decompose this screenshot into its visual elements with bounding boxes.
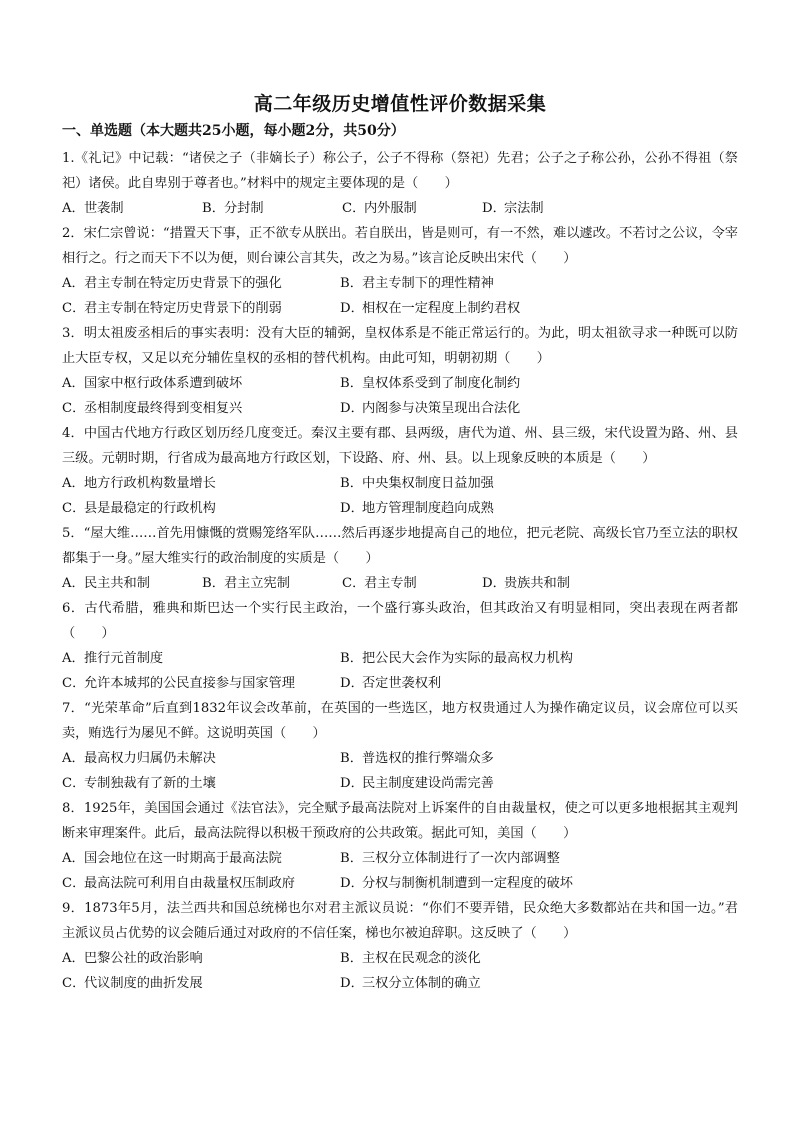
option-b: B．君主专制下的理性精神: [340, 276, 494, 291]
option-a: A．国会地位在这一时期高于最高法院: [62, 851, 282, 866]
question-stem: 6．古代希腊，雅典和斯巴达一个实行民主政治，一个盛行寡头政治，但其政治又有明显相同，突出表现在两者都（ ）: [62, 601, 738, 641]
option-b: B．分封制: [202, 201, 264, 216]
question-1: [62, 146, 738, 221]
question-stem: 7．“光荣革命”后直到1832年议会改革前，在英国的一些选区，地方权贵通过人为操作确定议员，议会席位可以买卖，贿选行为屡见不鲜。这说明英国（ ）: [62, 701, 738, 741]
question-stem: 1.《礼记》中记载：“诸侯之子（非嫡长子）称公子，公子不得称（祭祀）先君；公子之子称公孙，公孙不得祖（祭祀）诸侯。此自卑别于尊者也。”材料中的规定主要体现的是（ ）: [62, 151, 738, 191]
question-9: [62, 896, 738, 996]
option-a: A．民主共和制: [62, 576, 150, 591]
option-a: A．国家中枢行政体系遭到破坏: [62, 376, 243, 391]
option-row: [62, 296, 738, 321]
option-d: D．民主制度建设尚需完善: [340, 776, 494, 791]
option-a: A．推行元首制度: [62, 651, 164, 666]
question-stem: 8．1925年，美国国会通过《法官法》，完全赋予最高法院对上诉案件的自由裁量权，使之可以更多地根据其主观判断来审理案件。此后，最高法院得以积极干预政府的公共政策。据此可知，美国（ ）: [62, 801, 738, 841]
option-a: A．最高权力归属仍未解决: [62, 751, 216, 766]
option-a: A．世袭制: [62, 201, 124, 216]
option-b: B．普选权的推行弊端众多: [340, 751, 494, 766]
option-d: D．三权分立体制的确立: [340, 976, 481, 991]
option-a: A．地方行政机构数量增长: [62, 476, 216, 491]
option-d: D．贵族共和制: [482, 576, 570, 591]
option-a: A．君主专制在特定历史背景下的强化: [62, 276, 282, 291]
option-b: B．中央集权制度日益加强: [340, 476, 494, 491]
option-b: B．君主立宪制: [202, 576, 290, 591]
option-d: D．内阁参与决策呈现出合法化: [340, 401, 521, 416]
question-stem: 2．宋仁宗曾说：“措置天下事，正不欲专从朕出。若自朕出，皆是则可，有一不然，难以遽改。不若讨之公议，令宰相行之。行之而天下不以为便，则台谏公言其失，改之为易。”该言论反映出宋代（ ）: [62, 226, 738, 266]
page-title: 高二年级历史增值性评价数据采集: [253, 93, 547, 115]
option-d: D．否定世袭权利: [340, 676, 442, 691]
option-row: [62, 946, 738, 971]
option-d: D．宗法制: [482, 201, 544, 216]
question-5: [62, 521, 738, 596]
option-row: [62, 971, 738, 996]
option-c: C．允许本城邦的公民直接参与国家管理: [62, 676, 295, 691]
option-c: C．县是最稳定的行政机构: [62, 501, 216, 516]
option-c: C．最高法院可利用自由裁量权压制政府: [62, 876, 295, 891]
option-row: [62, 871, 738, 896]
option-b: B．把公民大会作为实际的最高权力机构: [340, 651, 573, 666]
option-row: [62, 471, 738, 496]
option-c: C．君主专制: [342, 576, 417, 591]
option-d: D．相权在一定程度上制约君权: [340, 301, 521, 316]
option-b: B．皇权体系受到了制度化制约: [340, 376, 521, 391]
question-stem: 5．“屋大维……首先用慷慨的赏赐笼络军队……然后再逐步地提高自己的地位，把元老院、高级长官乃至立法的职权都集于一身。”屋大维实行的政治制度的实质是（ ）: [62, 526, 738, 566]
option-row: [62, 746, 738, 771]
option-row: [62, 196, 738, 221]
option-row: [62, 371, 738, 396]
option-b: B．三权分立体制进行了一次内部调整: [340, 851, 560, 866]
option-row: [62, 846, 738, 871]
question-stem: 3．明太祖废丞相后的事实表明：没有大臣的辅弼，皇权体系是不能正常运行的。为此，明太祖欲寻求一种既可以防止大臣专权，又足以充分辅佐皇权的丞相的替代机构。由此可知，明朝初期（ ）: [62, 326, 738, 366]
option-row: [62, 396, 738, 421]
option-row: [62, 646, 738, 671]
question-4: [62, 421, 738, 521]
option-d: D．地方管理制度趋向成熟: [340, 501, 494, 516]
option-c: C．专制独裁有了新的土壤: [62, 776, 216, 791]
option-row: [62, 771, 738, 796]
question-stem: 9．1873年5月，法兰西共和国总统梯也尔对君主派议员说：“你们不要弄错，民众绝大多数都站在共和国一边。”君主派议员占优势的议会随后通过对政府的不信任案，梯也尔被迫辞职。这反映了（ ）: [62, 901, 738, 941]
option-c: C．内外服制: [342, 201, 417, 216]
option-c: C．君主专制在特定历史背景下的削弱: [62, 301, 282, 316]
option-row: [62, 496, 738, 521]
section-heading: 一、单选题（本大题共25小题，每小题2分，共50分）: [62, 123, 405, 139]
option-row: [62, 671, 738, 696]
question-7: [62, 696, 738, 796]
question-6: [62, 596, 738, 696]
question-2: [62, 221, 738, 321]
option-c: C．丞相制度最终得到变相复兴: [62, 401, 243, 416]
option-row: [62, 271, 738, 296]
question-stem: 4．中国古代地方行政区划历经几度变迁。秦汉主要有郡、县两级，唐代为道、州、县三级，宋代设置为路、州、县三级。元朝时期，行省成为最高地方行政区划，下设路、府、州、县。以上现象反映的本质是（ ）: [62, 426, 738, 466]
option-d: D．分权与制衡机制遭到一定程度的破坏: [340, 876, 573, 891]
question-8: [62, 796, 738, 896]
option-a: A．巴黎公社的政治影响: [62, 951, 203, 966]
option-row: [62, 571, 738, 596]
question-3: [62, 321, 738, 421]
exam-page: [62, 92, 738, 996]
option-b: B．主权在民观念的淡化: [340, 951, 481, 966]
option-c: C．代议制度的曲折发展: [62, 976, 203, 991]
